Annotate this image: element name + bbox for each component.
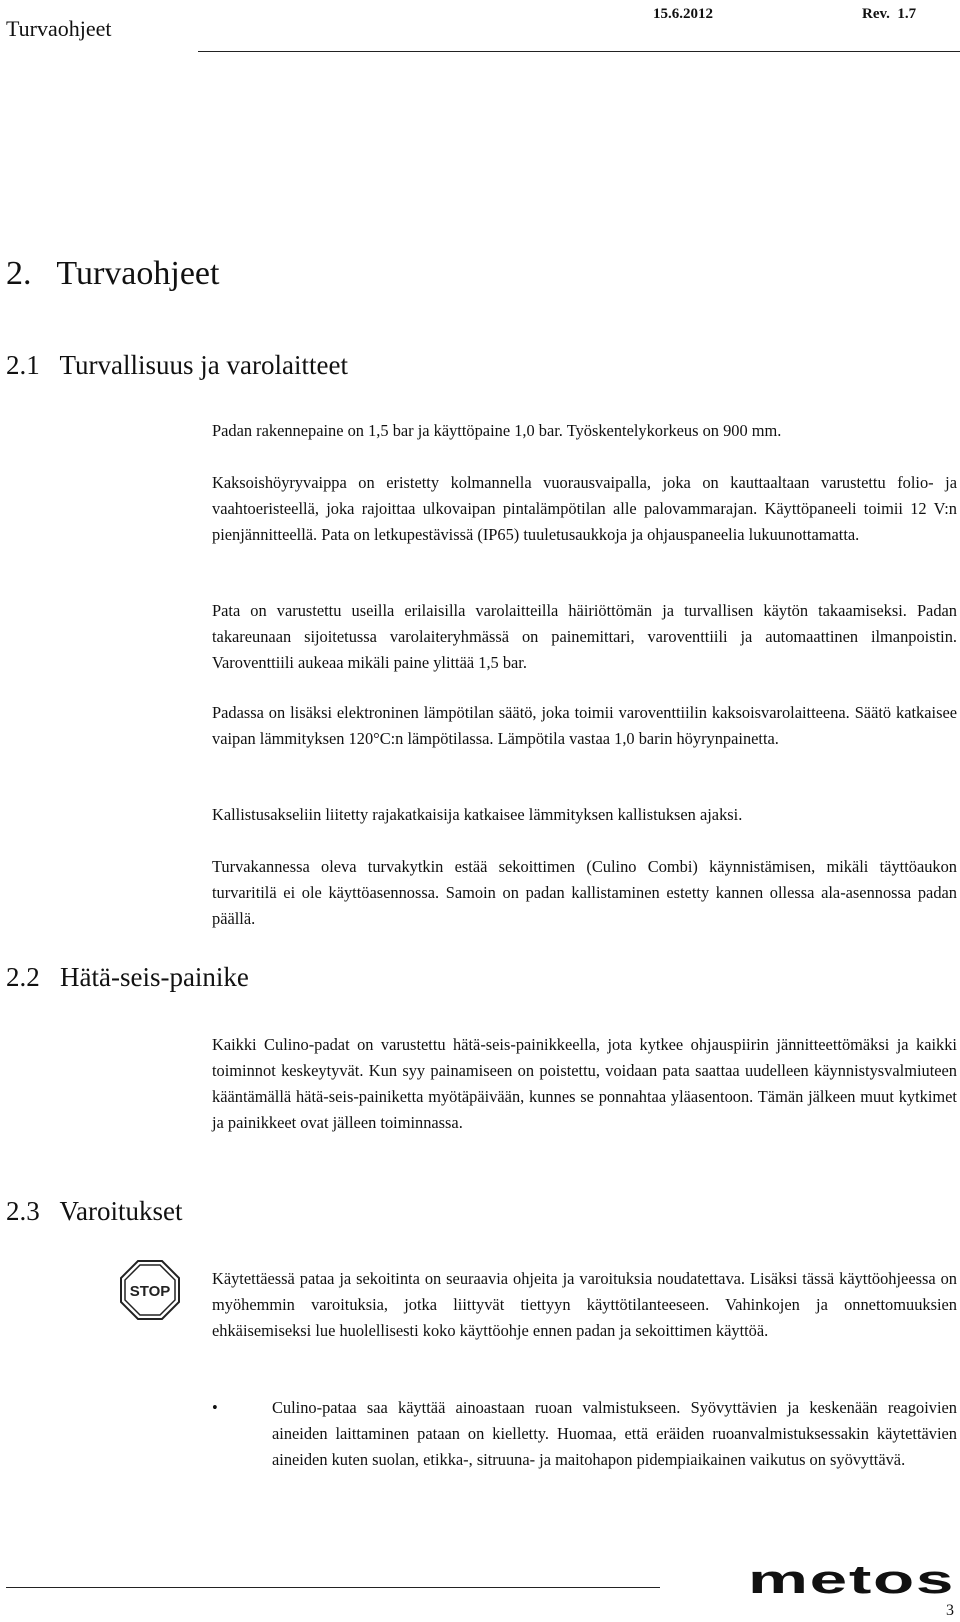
paragraph: Käytettäessä pataa ja sekoitinta on seuraavia ohjeita ja varoituksia noudatettava. Lisäksi tässä käyttöohjeessa on myöhemmin varoituksia, jotka liittyvät tiettyyn käyttötilanteeseen. Vahinkojen ja onnettomuuksien ehkäisemiseksi lue huolellisesti koko käyttöohje ennen padan ja sekoittimen käyttöä. (212, 1269, 957, 1340)
section-heading-2-2: 2.2 Hätä-seis-painike (6, 962, 249, 992)
paragraph: Kaikki Culino-padat on varustettu hätä-seis-painikkeella, jota kytkee ohjauspiirin jännitteettömäksi ja kaikki toiminnot keskeytyvät. Kun syy painamiseen on poistettu, voidaan pata saattaa uudelleen käynnistysvalmiuteen kääntämällä hätä-seis-painiketta myötäpäivään, kunnes se ponnahtaa yläasentoon. Tämän jälkeen muut kytkimet ja painikkeet ovat jälleen toiminnassa. (212, 1035, 957, 1132)
paragraph: Turvakannessa oleva turvakytkin estää sekoittimen (Culino Combi) käynnistämisen, mikäli täyttöaukon turvaritilä ei ole käyttöasennossa. Samoin on padan kallistaminen estetty kannen ollessa ala-asennossa padan päällä. (212, 857, 957, 928)
header-date: 15.6.2012 (653, 6, 713, 22)
paragraph: Kaksoishöyryvaippa on eristetty kolmannella vuorausvaipalla, joka on kauttaaltaan varustettu folio- ja vaahtoeristeellä, joka rajoittaa ulkovaipan pintalämpötilan alle palovammarajan. Käyttöpaneeli toimii 12 V:n pienjännitteellä. Pata on letkupestävissä (IP65) tuuletusaukkoja ja ohjauspaneelia lukuunottamatta. (212, 473, 957, 544)
paragraph: Pata on varustettu useilla erilaisilla varolaitteilla häiriöttömän ja turvallisen käytön takaamiseksi. Padan takareunaan sijoitetussa varolaiteryhmässä on painemittari, varoventtiili ja automaattinen ilmanpoistin. Varoventtiili aukeaa mikäli paine ylittää 1,5 bar. (212, 601, 957, 672)
header-revision: Rev. 1.7 (862, 6, 917, 22)
metos-logo (748, 1566, 955, 1596)
section-heading-2-3: 2.3 Varoitukset (6, 1196, 183, 1226)
section-heading-2-1: 2.1 Turvallisuus ja varolaitteet (6, 350, 348, 380)
header-title: Turvaohjeet (6, 16, 112, 41)
stop-sign-text: STOP (129, 1283, 171, 1300)
paragraph: Kallistusakseliin liitetty rajakatkaisija katkaisee lämmityksen kallistuksen ajaksi. (212, 805, 743, 824)
list-item: Culino-pataa saa käyttää ainoastaan ruoan valmistukseen. Syövyttävien ja keskenään reagoivien aineiden laittaminen pataan on kielletty. Huomaa, että eräiden ruoanvalmistuksessakin käytettävien aineiden kuten suolan, etikka-, sitruuna- ja maitohapon pidempiaikainen vaikutus on syövyttävä. (272, 1398, 957, 1469)
paragraph: Padassa on lisäksi elektroninen lämpötilan säätö, joka toimii varoventtiilin kaksoisvarolaitteena. Säätö katkaisee vaipan lämmityksen 120°C:n lämpötilassa. Lämpötila vastaa 1,0 barin höyrynpainetta. (212, 703, 957, 748)
chapter-heading: 2. Turvaohjeet (6, 255, 220, 292)
paragraph: Padan rakennepaine on 1,5 bar ja käyttöpaine 1,0 bar. Työskentelykorkeus on 900 mm. (212, 421, 782, 440)
header-rule (198, 51, 960, 52)
page-number: 3 (946, 1602, 954, 1619)
stop-sign-icon (120, 1260, 180, 1320)
bullet-marker: • (212, 1398, 218, 1417)
logo-text: metos (748, 1566, 955, 1596)
footer-rule (6, 1587, 660, 1588)
